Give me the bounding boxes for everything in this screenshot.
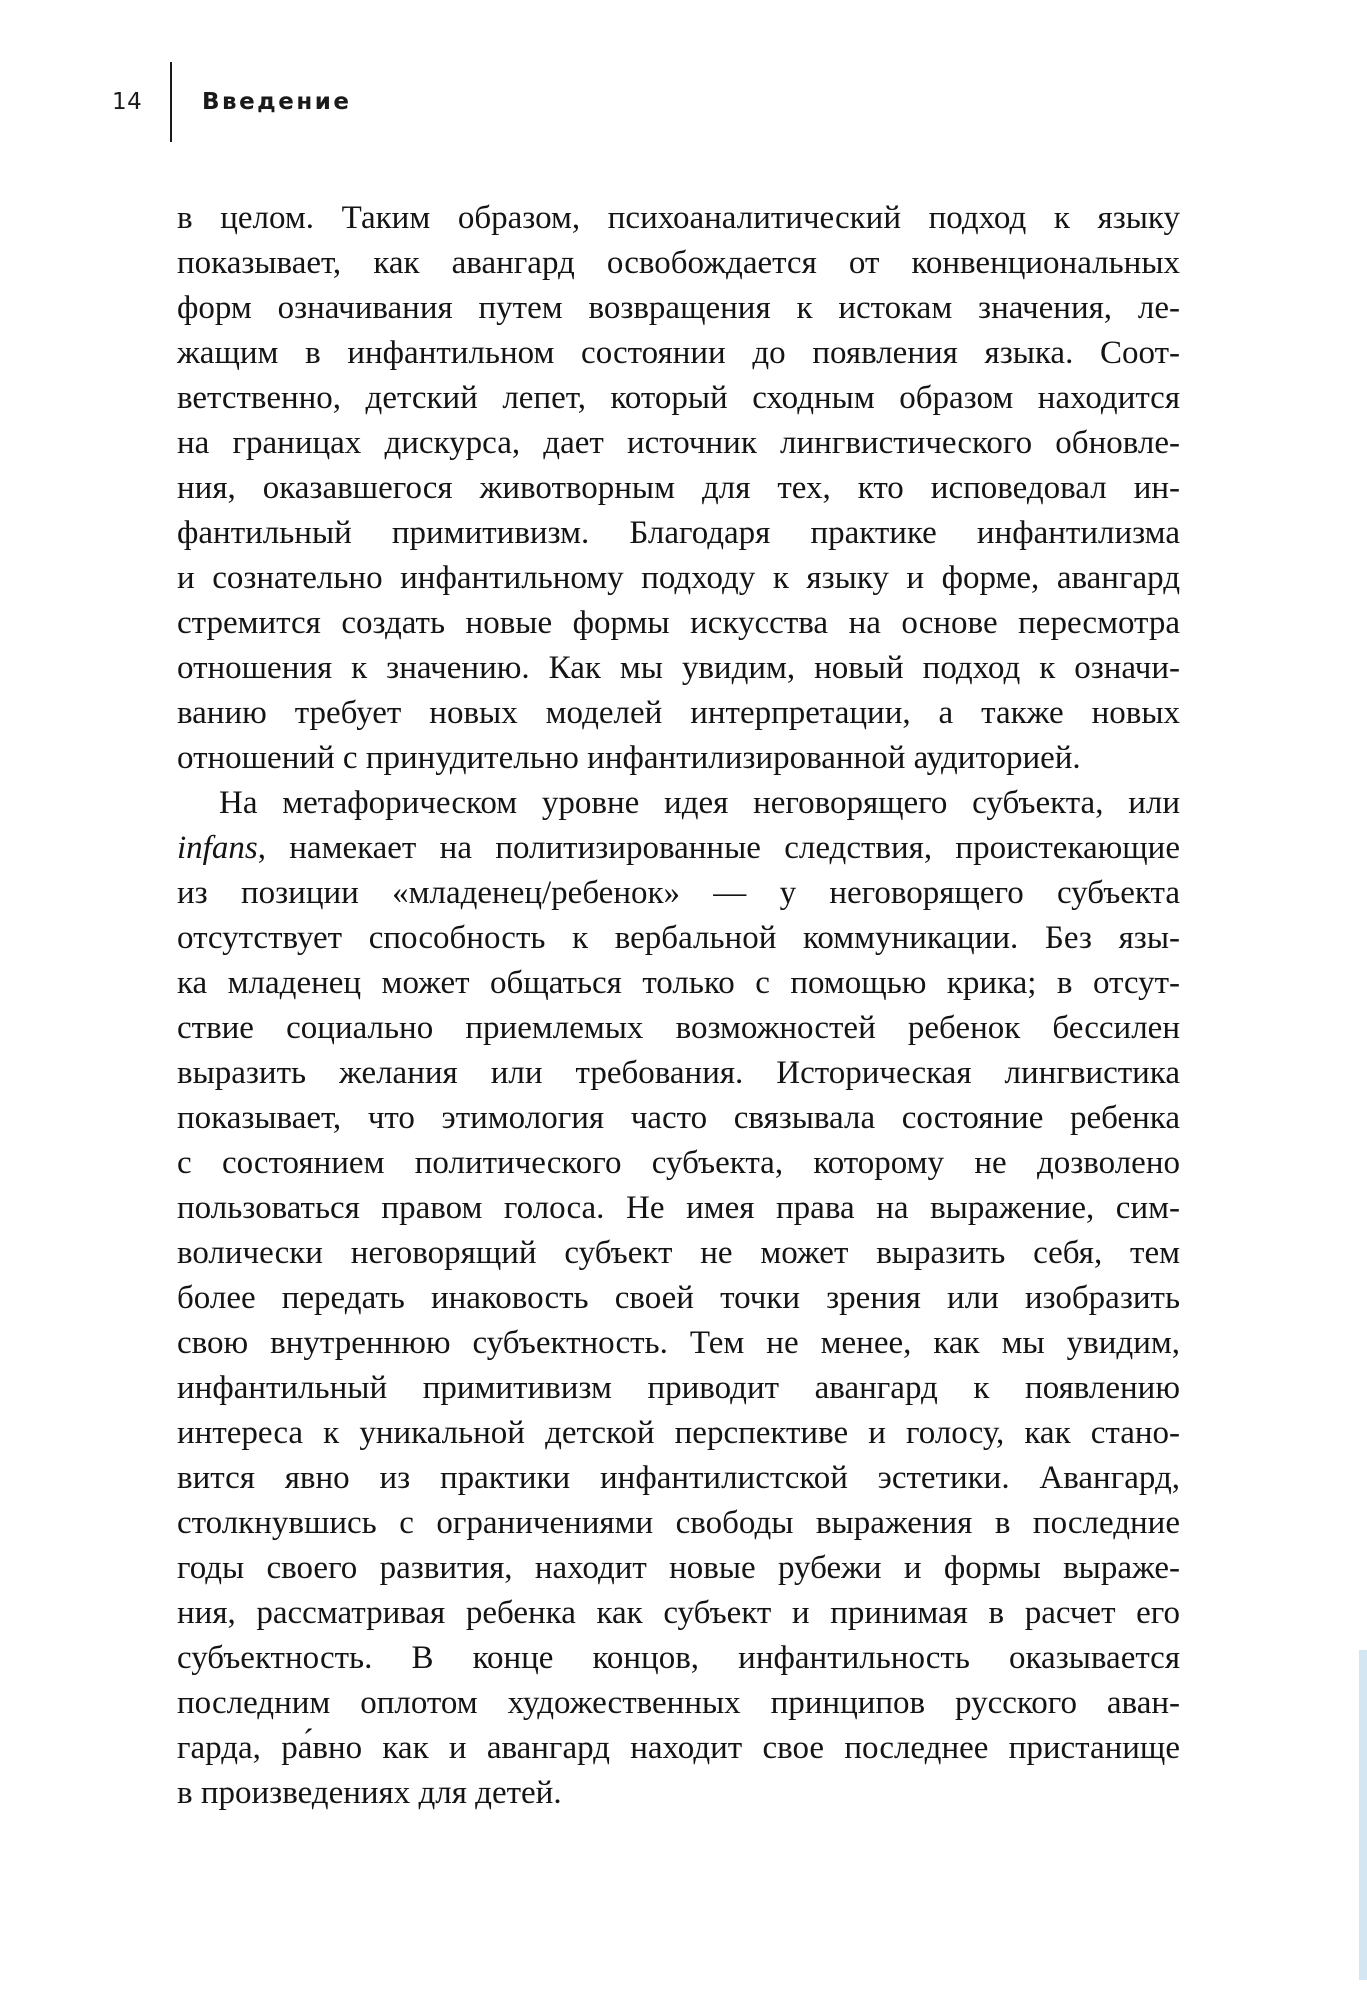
text-line: показывает, что этимология часто связывала состояние ребенка bbox=[177, 1100, 1180, 1136]
text-line: На метафорическом уровне идея неговорящего субъекта, или bbox=[219, 785, 1180, 821]
text-line: в произведениях для детей. bbox=[177, 1775, 562, 1811]
text-line: последним оплотом художественных принципов русского аван- bbox=[177, 1685, 1180, 1721]
text-line: фантильный примитивизм. Благодаря практике инфантилизма bbox=[177, 515, 1180, 551]
paragraph-2 bbox=[177, 781, 1180, 1816]
text-line: ствие социально приемлемых возможностей ребенок бессилен bbox=[177, 1010, 1180, 1046]
text-line: ветственно, детский лепет, который сходным образом находится bbox=[177, 380, 1180, 416]
text-line: субъектность. В конце концов, инфантильность оказывается bbox=[177, 1640, 1180, 1676]
text-line: отношения к значению. Как мы увидим, новый подход к означи- bbox=[177, 650, 1180, 686]
header-divider bbox=[170, 62, 172, 142]
text-line: форм означивания путем возвращения к истокам значения, ле- bbox=[177, 290, 1180, 326]
text-line: ка младенец может общаться только с помощью крика; в отсут- bbox=[177, 965, 1180, 1001]
text-line: годы своего развития, находит новые рубежи и формы выраже- bbox=[177, 1550, 1180, 1586]
italic-term: infans bbox=[177, 830, 258, 866]
text-line: пользоваться правом голоса. Не имея права на выражение, сим- bbox=[177, 1190, 1180, 1226]
text-line-rest: , намекает на политизированные следствия, проистекающие bbox=[257, 830, 1180, 866]
text-line: инфантильный примитивизм приводит авангард к появлению bbox=[177, 1370, 1180, 1406]
text-line: ванию требует новых моделей интерпретации, а также новых bbox=[177, 695, 1180, 731]
section-title: Введение bbox=[202, 89, 352, 115]
page-number: 14 bbox=[112, 89, 143, 115]
text-line: столкнувшись с ограничениями свободы выражения в последние bbox=[177, 1505, 1180, 1541]
text-line: выразить желания или требования. Историческая лингвистика bbox=[177, 1055, 1180, 1091]
text-line: свою внутреннюю субъектность. Тем не менее, как мы увидим, bbox=[177, 1325, 1180, 1361]
text-line: и сознательно инфантильному подходу к языку и форме, авангард bbox=[177, 560, 1180, 596]
paragraph-1 bbox=[177, 196, 1180, 781]
text-line bbox=[177, 826, 1180, 871]
text-line: гарда, ра́вно как и авангард находит свое последнее пристанище bbox=[177, 1730, 1180, 1766]
page-edge-strip bbox=[1359, 1650, 1367, 1980]
text-line: ния, оказавшегося животворным для тех, кто исповедовал ин- bbox=[177, 470, 1180, 506]
text-line: более передать инаковость своей точки зрения или изобразить bbox=[177, 1280, 1180, 1316]
running-head bbox=[112, 62, 351, 142]
text-line: на границах дискурса, дает источник лингвистического обновле- bbox=[177, 425, 1180, 461]
text-line: отношений с принудительно инфантилизированной аудиторией. bbox=[177, 740, 1081, 776]
text-line: жащим в инфантильном состоянии до появления языка. Соот- bbox=[177, 335, 1180, 371]
text-line: показывает, как авангард освобождается от конвенциональных bbox=[177, 245, 1180, 281]
text-line: интереса к уникальной детской перспективе и голосу, как стано- bbox=[177, 1415, 1180, 1451]
text-line: с состоянием политического субъекта, которому не дозволено bbox=[177, 1145, 1180, 1181]
text-line: ния, рассматривая ребенка как субъект и принимая в расчет его bbox=[177, 1595, 1180, 1631]
text-line: из позиции «младенец/ребенок» — у неговорящего субъекта bbox=[177, 875, 1180, 911]
text-line: вится явно из практики инфантилистской эстетики. Авангард, bbox=[177, 1460, 1180, 1496]
body-text bbox=[177, 196, 1180, 1816]
text-line: в целом. Таким образом, психоаналитический подход к языку bbox=[177, 200, 1180, 236]
text-line: отсутствует способность к вербальной коммуникации. Без язы- bbox=[177, 920, 1180, 956]
text-line: волически неговорящий субъект не может выразить себя, тем bbox=[177, 1235, 1180, 1271]
text-line: стремится создать новые формы искусства на основе пересмотра bbox=[177, 605, 1180, 641]
